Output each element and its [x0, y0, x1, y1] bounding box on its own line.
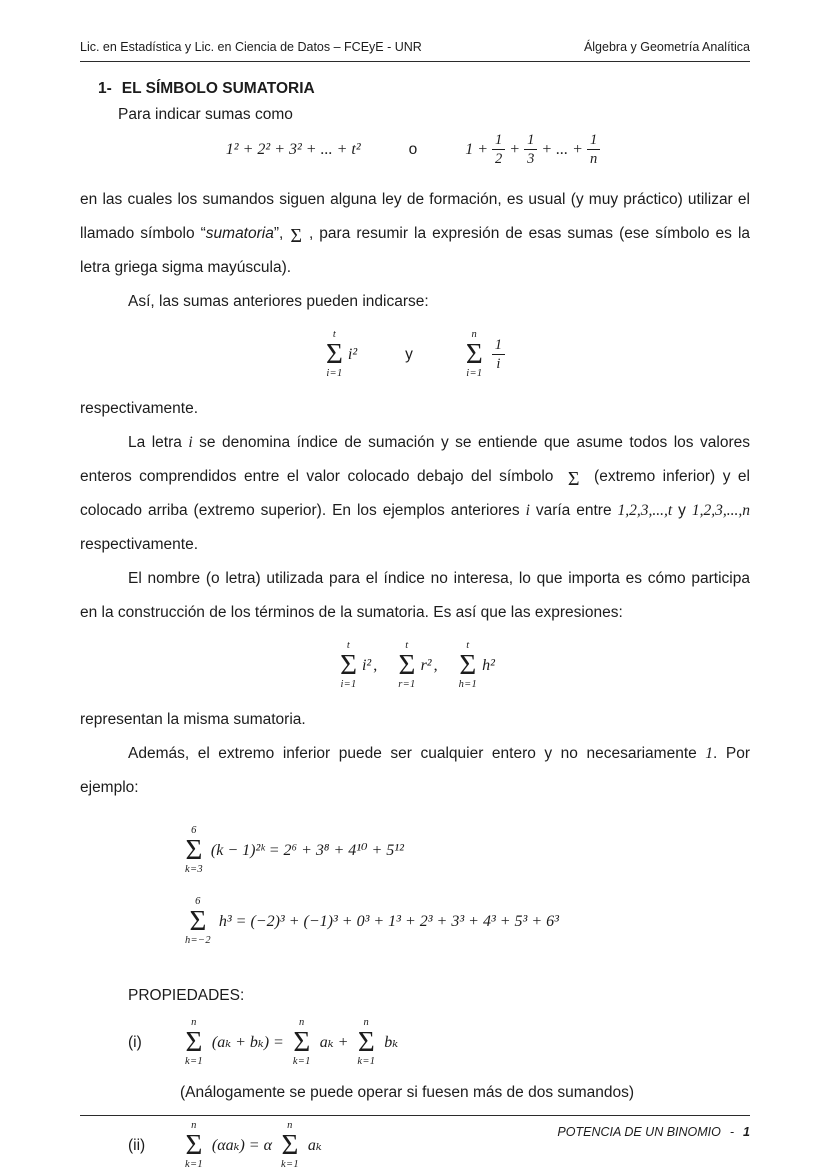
summation-symbol: [357, 1017, 375, 1068]
sum-body: i²: [347, 346, 358, 364]
sigma-icon: Σ: [185, 1129, 203, 1162]
sum-upper-limit: 6: [195, 896, 201, 908]
sum-lower-limit: i=1: [466, 368, 483, 380]
page-content: [80, 80, 750, 1171]
fraction-numerator: 1: [492, 337, 505, 355]
sum-upper-limit: t: [346, 640, 351, 652]
sum-body: aₖ: [307, 1137, 322, 1155]
page-footer: [80, 1115, 750, 1139]
sum-body: h²: [482, 657, 495, 675]
sum-upper-limit: n: [191, 1120, 197, 1132]
paragraph-7: [80, 737, 750, 805]
fraction-numerator: 1: [587, 132, 600, 150]
sum-lower-limit: i=1: [340, 679, 357, 691]
math-var-i: i: [188, 434, 193, 452]
math-var-i: i: [525, 502, 530, 520]
italic-sumatoria: sumatoria: [205, 225, 274, 243]
summation-symbol: [185, 825, 203, 876]
sum-body: aₖ +: [319, 1034, 349, 1052]
summation-symbol: [398, 640, 415, 691]
sigma-icon: Σ: [398, 649, 416, 682]
sum-upper-limit: n: [191, 1017, 197, 1029]
paragraph-4: [80, 426, 750, 562]
math-comma: ,: [373, 657, 378, 675]
math-text: 1 +: [465, 140, 489, 158]
text-run: y: [678, 502, 686, 520]
paragraph-1: [80, 183, 750, 285]
sum-body: h³ = (−2)³ + (−1)³ + 0³ + 1³ + 2³ + 3³ + 4³ + 5³ + 6³: [218, 913, 559, 931]
fraction-denominator: 3: [527, 150, 535, 167]
math-connector-o: o: [408, 141, 418, 159]
sum-lower-limit: r=1: [398, 679, 416, 691]
sigma-icon: Σ: [459, 649, 477, 682]
text-run: . Por ejemplo:: [80, 745, 750, 797]
sum-body: i²: [361, 657, 372, 675]
paragraph-2: Así, las sumas anteriores pueden indicarse:: [128, 293, 429, 311]
paragraph-5: El nombre (o letra) utilizada para el índice no interesa, lo que importa es cómo participa en la construcción de los términos de la sumatoria. Es así que las expresiones:: [80, 570, 750, 622]
fraction: [492, 337, 505, 372]
math-comma: ,: [433, 657, 438, 675]
sum-body: (αaₖ) = α: [211, 1137, 272, 1155]
section-heading: [98, 80, 750, 98]
sum-upper-limit: 6: [191, 825, 197, 837]
math-text: +: [509, 140, 521, 158]
text-run: ”,: [273, 225, 284, 243]
section-title: EL SÍMBOLO SUMATORIA: [121, 80, 315, 97]
sigma-icon: Σ: [185, 834, 203, 867]
summation-symbol: [185, 896, 211, 947]
sigma-icon: Σ: [293, 1026, 311, 1059]
sum-body: (k − 1)²ᵏ = 2⁶ + 3⁸ + 4¹⁰ + 5¹²: [210, 842, 404, 860]
summation-symbol: [185, 1017, 203, 1068]
sigma-icon: Σ: [281, 1129, 299, 1162]
display-math-1: [80, 132, 750, 167]
sum-upper-limit: n: [287, 1120, 293, 1132]
sigma-icon: Σ: [357, 1026, 375, 1059]
sum-lower-limit: k=1: [185, 1056, 203, 1068]
sum-body: (aₖ + bₖ) =: [211, 1034, 284, 1052]
fraction-numerator: 1: [524, 132, 537, 150]
sigma-icon: Σ: [340, 649, 357, 682]
math-text: + ... +: [541, 140, 583, 158]
fraction: [587, 132, 600, 167]
sigma-icon: Σ: [189, 905, 207, 938]
sum-upper-limit: n: [299, 1017, 305, 1029]
paragraph-3: respectivamente.: [80, 400, 199, 418]
sigma-icon: Σ: [325, 338, 343, 371]
sum-lower-limit: h=−2: [185, 935, 211, 947]
example-math-1: [180, 825, 750, 876]
math-sum-of-squares: 1² + 2² + 3² + ... + t²: [225, 140, 361, 158]
text-run: , para resumir la expresión de esas sumas (ese símbolo es la letra griega sigma mayúscula).: [80, 225, 751, 277]
sum-lower-limit: i=1: [326, 368, 343, 380]
header-left-text: Lic. en Estadística y Lic. en Ciencia de Datos – FCEyE - UNR: [80, 40, 422, 54]
summation-symbol: [466, 329, 483, 380]
display-math-3: [80, 640, 750, 691]
sum-upper-limit: t: [405, 640, 409, 652]
properties-title: PROPIEDADES:: [128, 987, 245, 1005]
sum-lower-limit: k=1: [281, 1159, 299, 1171]
summation-symbol: [340, 640, 357, 691]
math-sequence-t: 1,2,3,...,t: [617, 502, 673, 520]
fraction-numerator: 1: [492, 132, 505, 150]
sum-lower-limit: k=1: [292, 1056, 311, 1068]
text-run: en las cuales los sumandos siguen alguna ley de formación, es usual (y muy práctico) utilizar el llamado símbolo “: [80, 191, 750, 243]
sum-body: r²: [420, 657, 432, 675]
footer-page-number: 1: [743, 1125, 750, 1139]
fraction-denominator: i: [496, 355, 501, 372]
example-math-2: [180, 896, 750, 947]
math-number-one: 1: [705, 745, 714, 763]
math-harmonic-series: [465, 132, 604, 167]
sum-upper-limit: t: [466, 640, 470, 652]
sum-body: bₖ: [384, 1034, 399, 1052]
text-run: Además, el extremo inferior puede ser cualquier entero y no necesariamente: [128, 745, 706, 763]
fraction: [524, 132, 537, 167]
footer-title: POTENCIA DE UN BINOMIO: [557, 1125, 721, 1139]
text-run: respectivamente.: [80, 536, 199, 554]
fraction: [492, 132, 505, 167]
sum-lower-limit: k=1: [185, 1159, 203, 1171]
paragraph-6: representan la misma sumatoria.: [80, 711, 306, 729]
sum-lower-limit: k=1: [357, 1056, 376, 1068]
sigma-icon: Σ: [185, 1026, 203, 1059]
text-run: (extremo inferior) y el colocado arriba (extremo superior). En los ejemplos anteriores: [80, 468, 750, 520]
fraction-denominator: 2: [495, 150, 503, 167]
sigma-symbol: Σ: [567, 468, 580, 491]
sum-upper-limit: n: [363, 1017, 370, 1029]
math-connector-y: y: [405, 346, 413, 364]
footer-separator: -: [729, 1125, 735, 1139]
summation-symbol: [326, 329, 343, 380]
sum-lower-limit: h=1: [458, 679, 478, 691]
header-right-text: Álgebra y Geometría Analítica: [583, 40, 750, 54]
property-1-label: (i): [128, 1034, 142, 1052]
summation-symbol: [459, 640, 478, 691]
property-2-label: (ii): [128, 1137, 146, 1155]
text-run: La letra: [128, 434, 182, 452]
property-1-row: [128, 1017, 750, 1068]
sum-upper-limit: n: [471, 329, 478, 341]
page-header: [80, 40, 750, 62]
intro-line: Para indicar sumas como: [118, 106, 293, 123]
text-run: varía entre: [535, 502, 612, 520]
sum-upper-limit: t: [332, 329, 337, 341]
sum-lower-limit: k=3: [185, 864, 203, 876]
fraction-denominator: n: [589, 150, 598, 167]
math-sequence-n: 1,2,3,...,n: [691, 502, 750, 520]
display-math-2: [80, 329, 750, 380]
sigma-icon: Σ: [465, 338, 483, 371]
property-1-note: (Análogamente se puede operar si fuesen más de dos sumandos): [180, 1084, 635, 1102]
sigma-symbol: Σ: [290, 225, 302, 248]
text-run: se denomina índice de sumación y se entiende que asume todos los valores enteros comprendidos entre el valor colocado debajo del símbolo: [80, 434, 750, 486]
summation-symbol: [293, 1017, 311, 1068]
section-number: 1-: [98, 80, 112, 97]
